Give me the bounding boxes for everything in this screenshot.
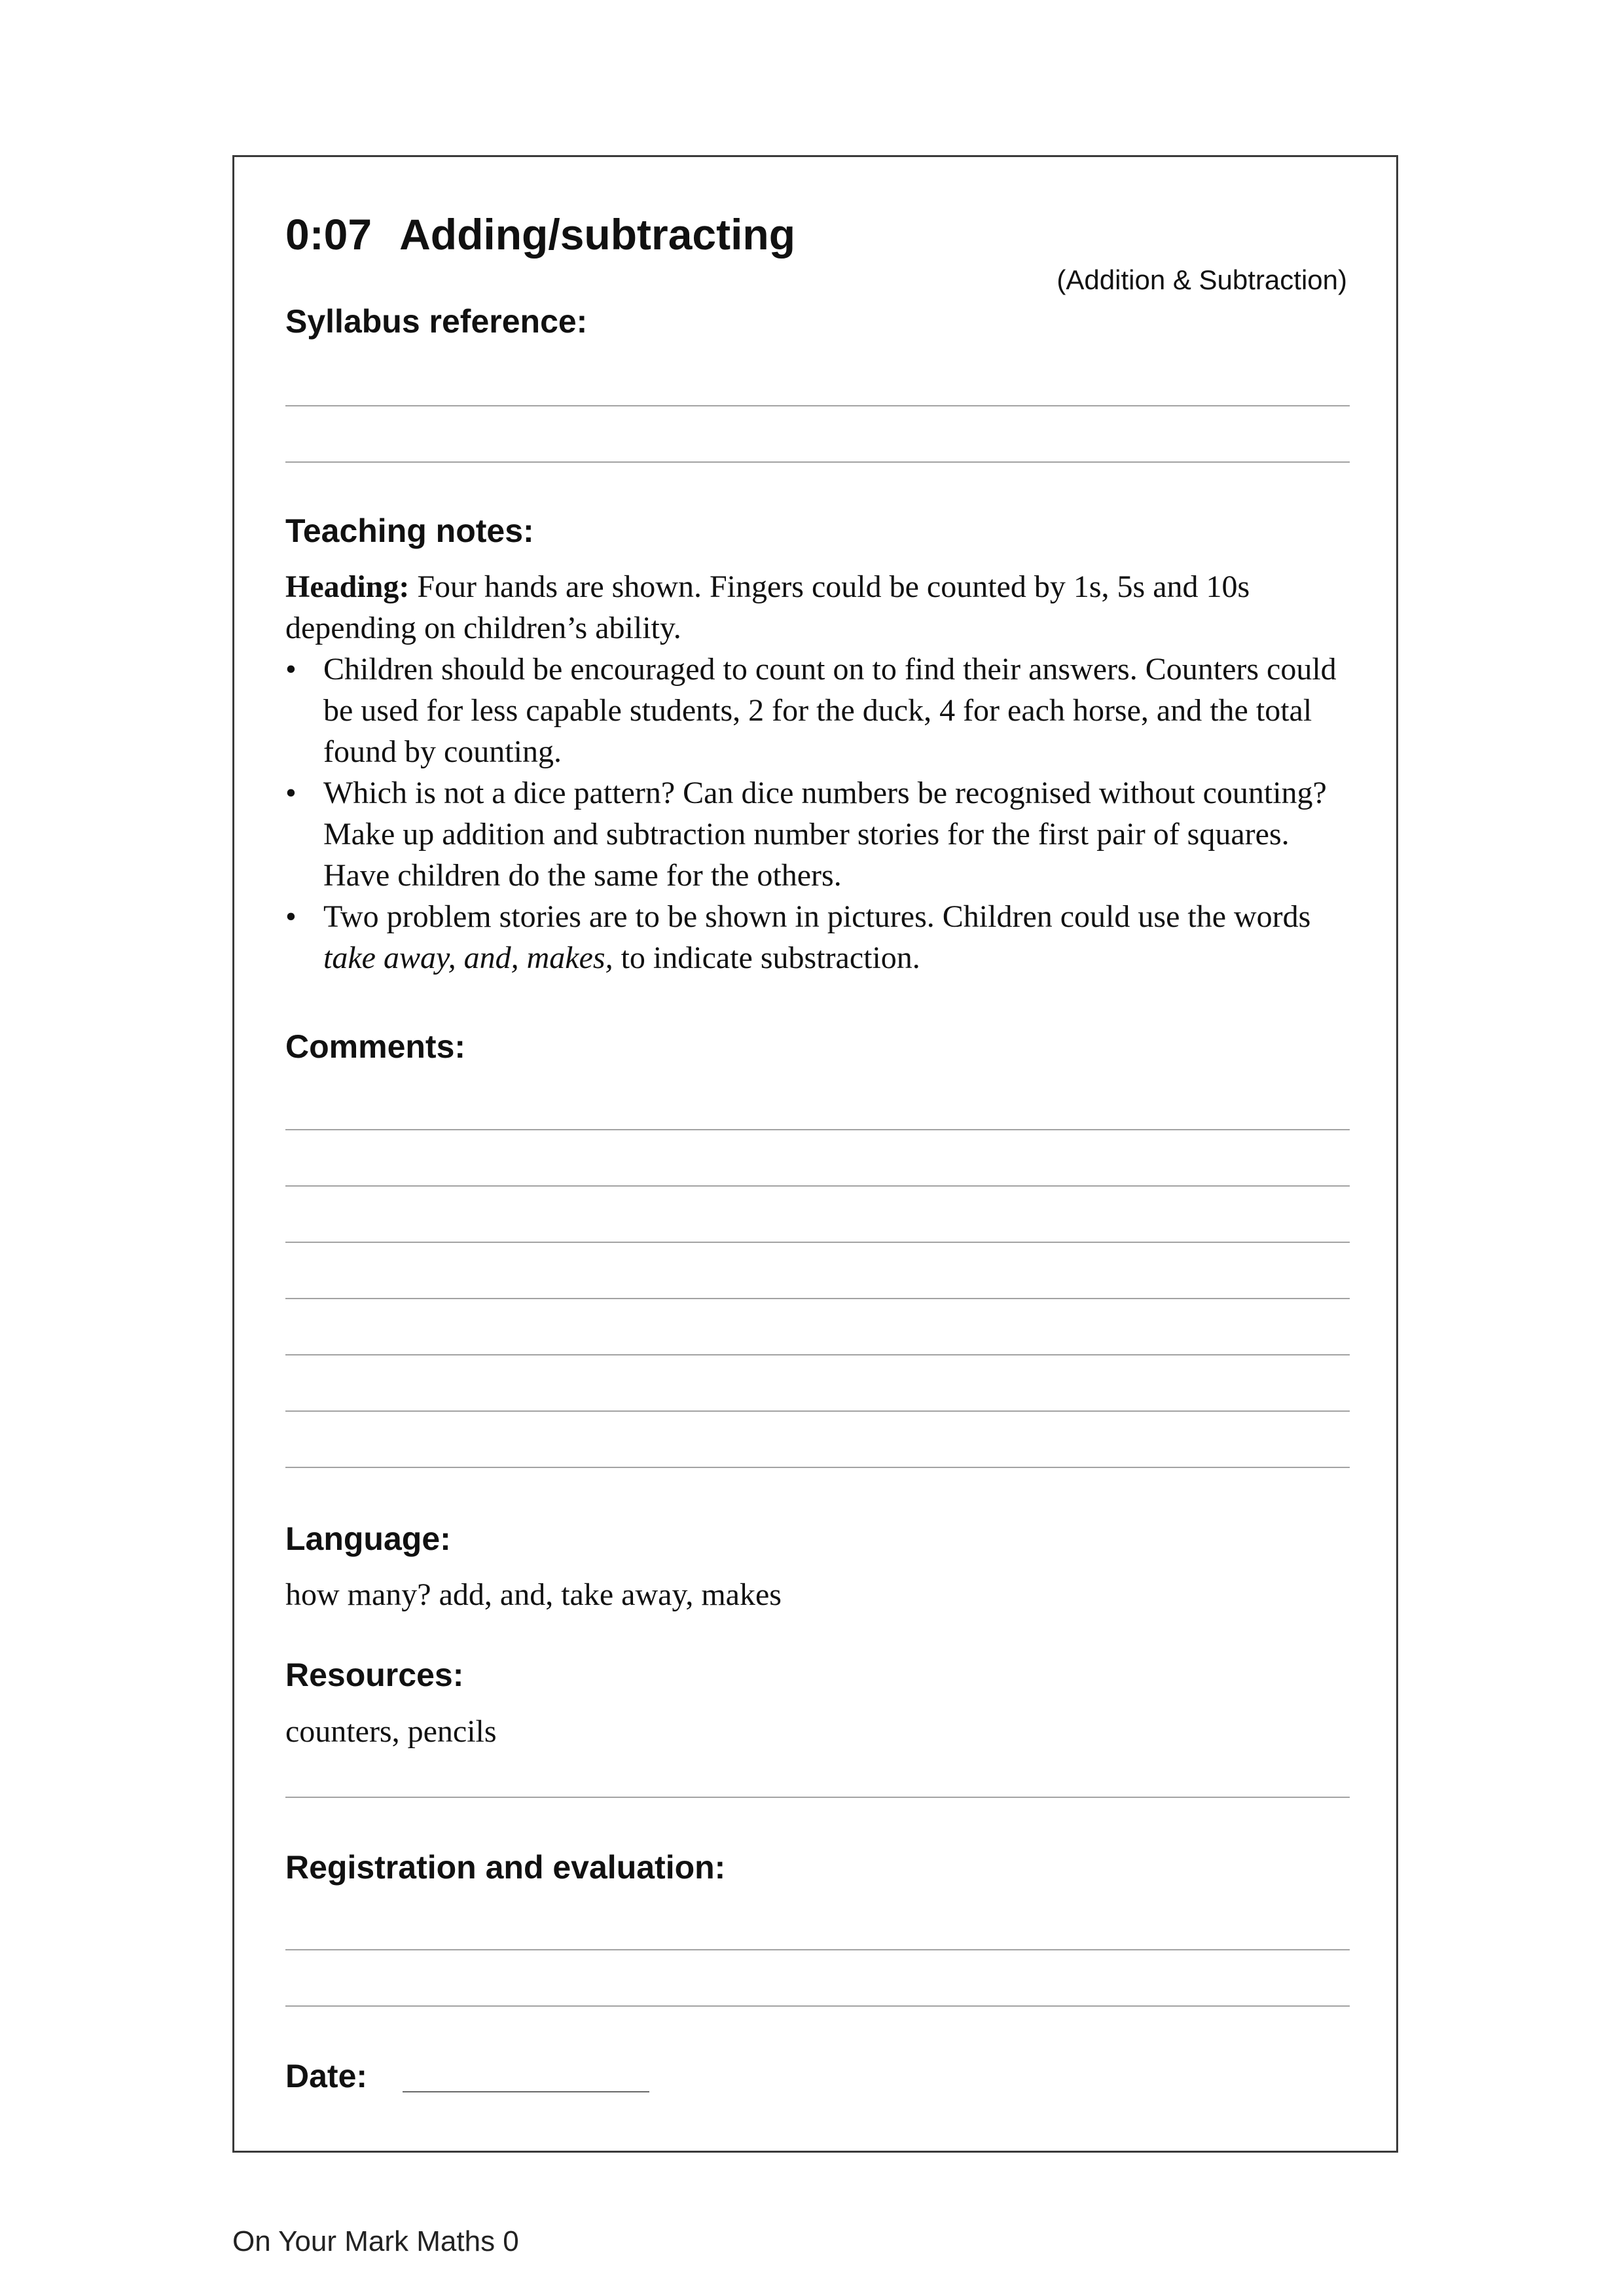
registration-line-2[interactable]	[285, 2005, 1350, 2007]
heading-note-label: Heading:	[285, 569, 410, 604]
heading-note	[285, 566, 1346, 649]
syllabus-line-1[interactable]	[285, 405, 1350, 406]
date-label: Date:	[285, 2058, 368, 2094]
note-bullet-3-text-pre: Two problem stories are to be shown in pictures. Children could use the words	[323, 899, 1311, 934]
comments-line-3[interactable]	[285, 1242, 1350, 1243]
note-bullet-2	[285, 772, 1346, 896]
comments-line-6[interactable]	[285, 1410, 1350, 1412]
syllabus-heading: Syllabus reference:	[285, 303, 588, 340]
activity-number: 0:07	[285, 210, 372, 259]
comments-line-7[interactable]	[285, 1467, 1350, 1468]
comments-heading: Comments:	[285, 1028, 466, 1065]
date-field[interactable]	[403, 2091, 649, 2092]
note-bullet-1-text: Children should be encouraged to count on to find their answers. Counters could be used for less capable students, 2 for the duck, 4 for each horse, and the total found by counting.	[323, 652, 1337, 769]
bullet-icon: •	[285, 776, 297, 810]
resources-heading: Resources:	[285, 1657, 464, 1693]
bullet-icon: •	[285, 899, 297, 934]
heading-note-text: Four hands are shown. Fingers could be counted by 1s, 5s and 10s depending on children’s ability.	[285, 569, 1250, 645]
note-bullet-3-italic: take away, and, makes,	[323, 941, 613, 975]
comments-line-2[interactable]	[285, 1185, 1350, 1187]
language-heading: Language:	[285, 1520, 451, 1557]
language-text: how many? add, and, take away, makes	[285, 1577, 782, 1612]
footer-text: On Your Mark Maths 0	[232, 2225, 519, 2257]
note-bullet-3	[285, 896, 1346, 978]
page-title	[285, 209, 795, 259]
teaching-notes-body	[285, 566, 1346, 978]
page-subtitle: (Addition & Subtraction)	[1056, 264, 1347, 295]
notes-list	[285, 649, 1346, 978]
note-bullet-1	[285, 649, 1346, 772]
resources-line[interactable]	[285, 1797, 1350, 1798]
teaching-notes-heading: Teaching notes:	[285, 512, 534, 549]
comments-line-4[interactable]	[285, 1298, 1350, 1299]
bullet-icon: •	[285, 652, 297, 687]
comments-line-1[interactable]	[285, 1129, 1350, 1130]
syllabus-line-2[interactable]	[285, 461, 1350, 463]
registration-line-1[interactable]	[285, 1949, 1350, 1950]
comments-line-5[interactable]	[285, 1354, 1350, 1355]
note-bullet-3-text-post: to indicate substraction.	[613, 941, 920, 975]
registration-heading: Registration and evaluation:	[285, 1849, 726, 1886]
resources-text: counters, pencils	[285, 1714, 497, 1749]
note-bullet-2-text: Which is not a dice pattern? Can dice numbers be recognised without counting? Make up addition and subtraction number stories for the first pair of squares. Have children do the same for the others.	[323, 776, 1327, 893]
activity-title: Adding/subtracting	[399, 210, 796, 259]
